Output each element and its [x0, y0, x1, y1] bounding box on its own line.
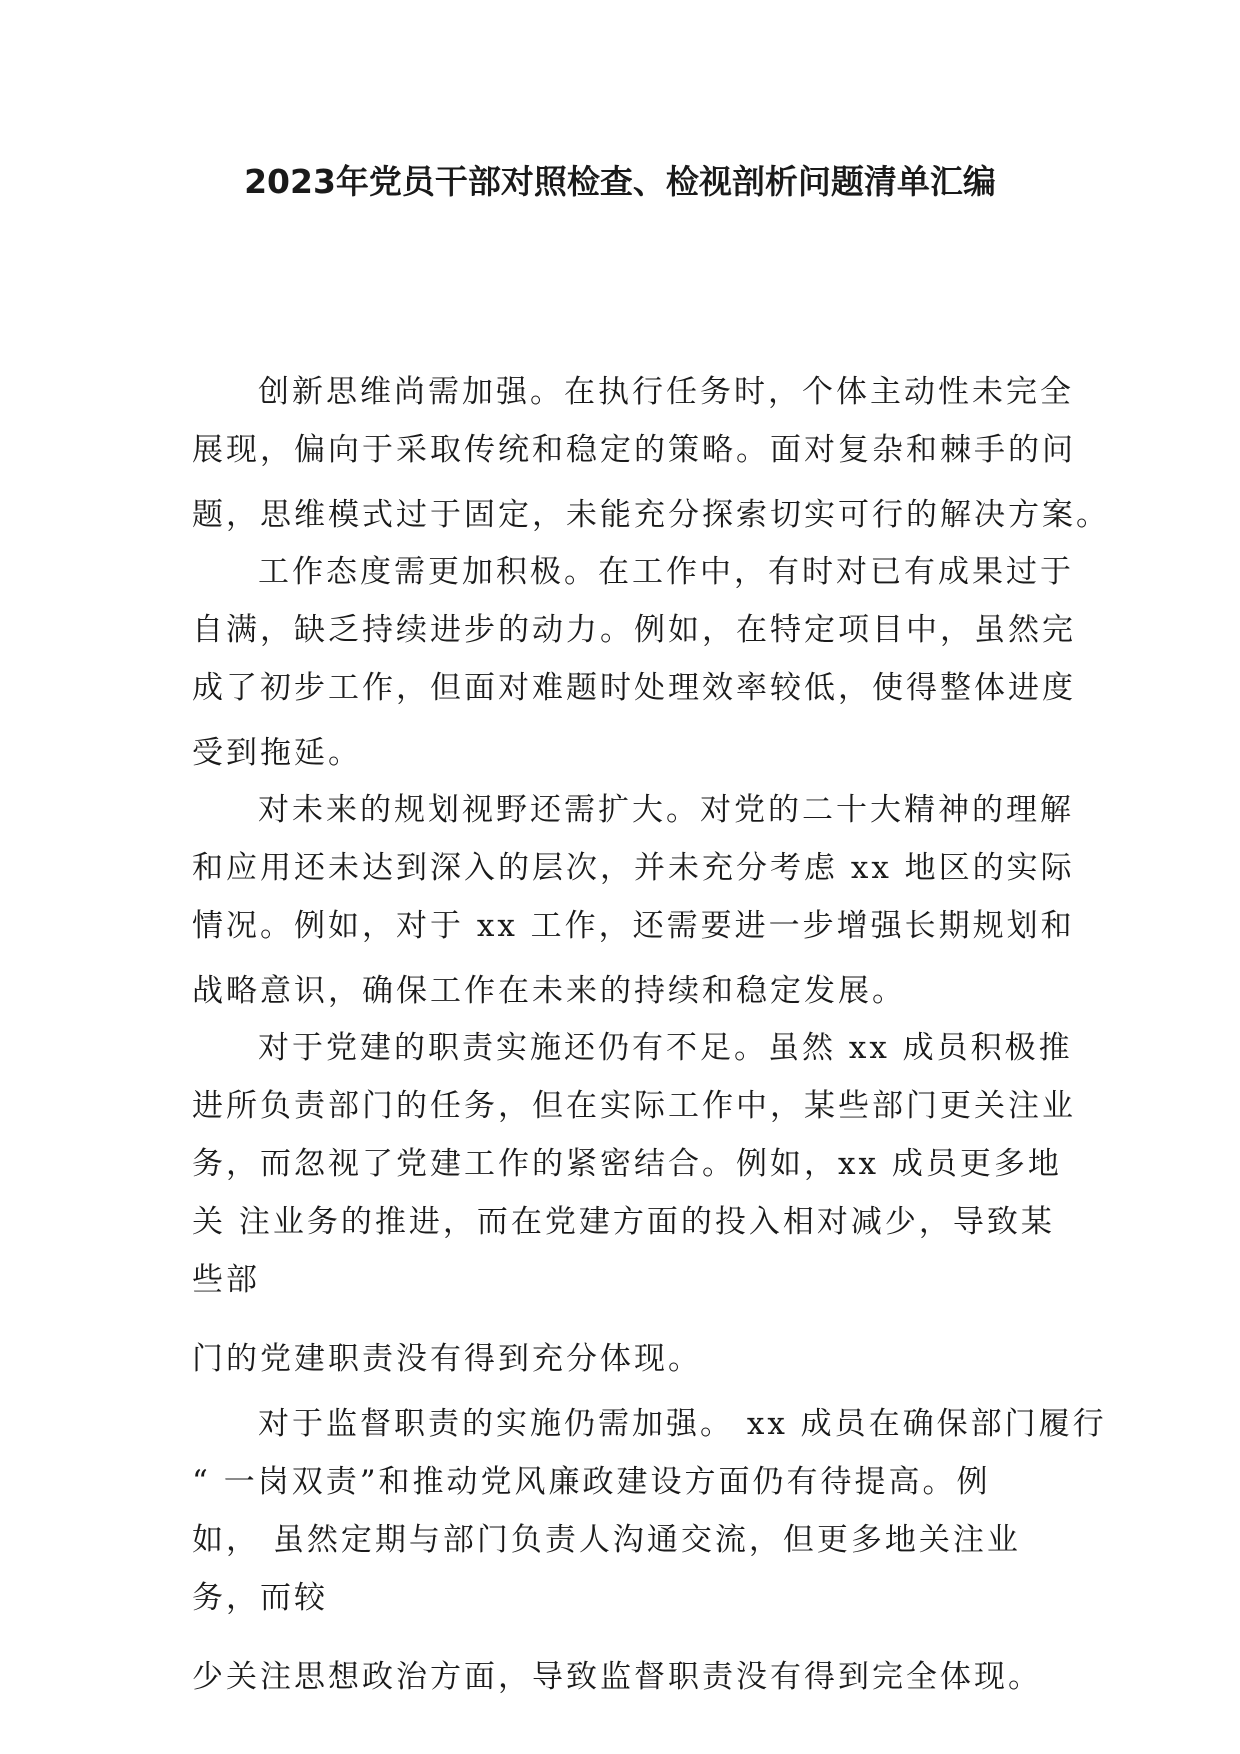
paragraph-line: 关 注业务的推进，而在党建方面的投入相对减少，导致某: [192, 1204, 1055, 1240]
paragraph-line: 题，思维模式过于固定，未能充分探索切实可行的解决方案。: [192, 497, 1110, 533]
paragraph-line: 展现，偏向于采取传统和稳定的策略。面对复杂和棘手的问: [192, 432, 1076, 468]
paragraph-line: 对未来的规划视野还需扩大。对党的二十大精神的理解: [258, 792, 1074, 828]
paragraph-line: 和应用还未达到深入的层次，并未充分考虑 xx 地区的实际: [192, 850, 1075, 886]
paragraph-4: [192, 1019, 1076, 1389]
paragraph-line: 如， 虽然定期与部门负责人沟通交流，但更多地关注业: [192, 1522, 1021, 1558]
paragraph-line: 些部: [192, 1262, 260, 1298]
paragraph-line: 创新思维尚需加强。在执行任务时，个体主动性未完全: [258, 374, 1074, 410]
paragraph-line: 工作态度需更加积极。在工作中，有时对已有成果过于: [258, 554, 1074, 590]
paragraph-line: 对于党建的职责实施还仍有不足。虽然 xx 成员积极推: [258, 1030, 1073, 1066]
paragraph-line: 门的党建职责没有得到充分体现。: [192, 1341, 702, 1377]
paragraph-1: [192, 363, 1110, 541]
paragraph-line: 受到拖延。: [192, 735, 362, 771]
paragraph-line: 战略意识，确保工作在未来的持续和稳定发展。: [192, 973, 906, 1009]
paragraph-3: [192, 781, 1075, 1017]
paragraph-line: 务，而较: [192, 1580, 328, 1616]
paragraph-line: 少关注思想政治方面，导致监督职责没有得到完全体现。: [192, 1659, 1042, 1695]
paragraph-line: “ 一岗双责”和推动党风廉政建设方面仍有待提高。例: [192, 1464, 991, 1500]
paragraph-line: 对于监督职责的实施仍需加强。 xx 成员在确保部门履行: [258, 1406, 1107, 1442]
paragraph-line: 自满，缺乏持续进步的动力。例如，在特定项目中，虽然完: [192, 612, 1076, 648]
document-body: [192, 363, 1110, 1707]
document-title: 2023年党员干部对照检查、检视剖析问题清单汇编: [244, 162, 996, 201]
paragraph-line: 务，而忽视了党建工作的紧密结合。例如，xx 成员更多地: [192, 1146, 1062, 1182]
paragraph-line: 成了初步工作，但面对难题时处理效率较低，使得整体进度: [192, 670, 1076, 706]
paragraph-2: [192, 543, 1076, 779]
paragraph-line: 情况。例如，对于 xx 工作，还需要进一步增强长期规划和: [192, 908, 1075, 944]
paragraph-5: [192, 1395, 1107, 1707]
paragraph-line: 进所负责部门的任务，但在实际工作中，某些部门更关注业: [192, 1088, 1076, 1124]
